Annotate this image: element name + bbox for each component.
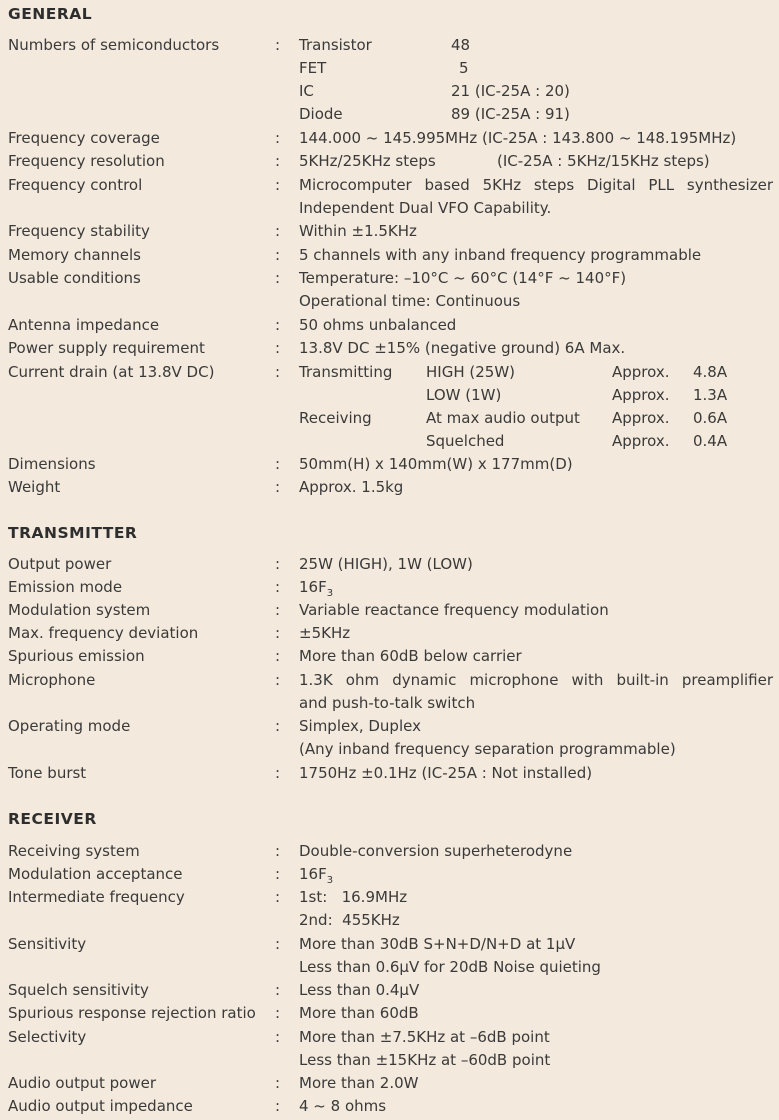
spec-label-audio-output-impedance: Audio output impedance bbox=[8, 1097, 193, 1115]
spec-label-receiving-system: Receiving system bbox=[8, 842, 140, 860]
spec-label-intermediate-frequency: Intermediate frequency bbox=[8, 888, 185, 906]
colon: : bbox=[275, 935, 281, 953]
emission-mode-subscript: 3 bbox=[326, 588, 334, 599]
spec-label-output-power: Output power bbox=[8, 555, 112, 573]
spec-label-frequency-resolution: Frequency resolution bbox=[8, 152, 165, 170]
spec-value-operating-mode-2: (Any inband frequency separation programmable) bbox=[299, 740, 676, 758]
colon: : bbox=[275, 1074, 281, 1092]
colon: : bbox=[275, 764, 281, 782]
spec-label-frequency-control: Frequency control bbox=[8, 176, 143, 194]
current-condition: HIGH (25W) bbox=[426, 363, 515, 381]
spec-value-frequency-control: Microcomputer based 5KHz steps Digital PLL synthesizer bbox=[299, 176, 773, 194]
spec-value-sensitivity: More than 30dB S+N+D/N+D at 1μV bbox=[299, 935, 576, 953]
spec-label-spurious-rejection: Spurious response rejection ratio bbox=[8, 1004, 256, 1022]
spec-value-modulation-acceptance bbox=[299, 865, 333, 886]
semi-count: 89 (IC-25A : 91) bbox=[451, 105, 570, 123]
spec-label-usable-conditions: Usable conditions bbox=[8, 269, 141, 287]
spec-value-audio-output-impedance: 4 ~ 8 ohms bbox=[299, 1097, 387, 1115]
current-approx: Approx. bbox=[612, 386, 670, 404]
spec-label-current-drain: Current drain (at 13.8V DC) bbox=[8, 363, 215, 381]
spec-label-dimensions: Dimensions bbox=[8, 455, 96, 473]
spec-label-modulation-system: Modulation system bbox=[8, 601, 151, 619]
spec-value-emission-mode bbox=[299, 578, 333, 599]
spec-label-modulation-acceptance: Modulation acceptance bbox=[8, 865, 183, 883]
colon: : bbox=[275, 1028, 281, 1046]
current-approx: Approx. bbox=[612, 409, 670, 427]
spec-value-microphone: 1.3K ohm dynamic microphone with built-in preamplifier bbox=[299, 671, 773, 689]
semi-name: Transistor bbox=[299, 36, 372, 54]
spec-value-frequency-resolution: 5KHz/25KHz steps bbox=[299, 152, 436, 170]
colon: : bbox=[275, 981, 281, 999]
spec-value-squelch-sensitivity: Less than 0.4μV bbox=[299, 981, 420, 999]
semi-count: 48 bbox=[451, 36, 471, 54]
spec-value-frequency-coverage: 144.000 ~ 145.995MHz (IC-25A : 143.800 ~ 148.195MHz) bbox=[299, 129, 737, 147]
spec-label-memory-channels: Memory channels bbox=[8, 246, 141, 264]
semi-count: 5 bbox=[459, 59, 469, 77]
spec-value-operating-mode: Simplex, Duplex bbox=[299, 717, 421, 735]
spec-label-sensitivity: Sensitivity bbox=[8, 935, 87, 953]
colon: : bbox=[275, 339, 281, 357]
spec-label-selectivity: Selectivity bbox=[8, 1028, 87, 1046]
spec-label-squelch-sensitivity: Squelch sensitivity bbox=[8, 981, 149, 999]
spec-label-frequency-stability: Frequency stability bbox=[8, 222, 150, 240]
colon: : bbox=[275, 222, 281, 240]
spec-value-frequency-stability: Within ±1.5KHz bbox=[299, 222, 417, 240]
spec-value-selectivity: More than ±7.5KHz at –6dB point bbox=[299, 1028, 550, 1046]
spec-value-receiving-system: Double-conversion superheterodyne bbox=[299, 842, 573, 860]
spec-value-if-1st: 1st: 16.9MHz bbox=[299, 888, 408, 906]
spec-label-tone-burst: Tone burst bbox=[8, 764, 87, 782]
current-approx: Approx. bbox=[612, 432, 670, 450]
colon: : bbox=[275, 865, 281, 883]
emission-mode-text: 16F bbox=[299, 578, 327, 596]
semi-name: Diode bbox=[299, 105, 343, 123]
spec-value-frequency-deviation: ±5KHz bbox=[299, 624, 351, 642]
current-condition: LOW (1W) bbox=[426, 386, 502, 404]
spec-value-output-power: 25W (HIGH), 1W (LOW) bbox=[299, 555, 473, 573]
spec-value-temperature: Temperature: –10°C ~ 60°C (14°F ~ 140°F) bbox=[299, 269, 627, 287]
spec-value-dimensions: 50mm(H) x 140mm(W) x 177mm(D) bbox=[299, 455, 573, 473]
colon: : bbox=[275, 316, 281, 334]
spec-value-frequency-resolution-alt: (IC-25A : 5KHz/15KHz steps) bbox=[497, 152, 710, 170]
spec-label-power-supply: Power supply requirement bbox=[8, 339, 205, 357]
spec-label-frequency-deviation: Max. frequency deviation bbox=[8, 624, 199, 642]
spec-value-sensitivity-2: Less than 0.6μV for 20dB Noise quieting bbox=[299, 958, 601, 976]
spec-label-emission-mode: Emission mode bbox=[8, 578, 123, 596]
spec-label-semiconductors: Numbers of semiconductors bbox=[8, 36, 220, 54]
colon: : bbox=[275, 478, 281, 496]
colon: : bbox=[275, 555, 281, 573]
spec-value-tone-burst: 1750Hz ±0.1Hz (IC-25A : Not installed) bbox=[299, 764, 593, 782]
colon: : bbox=[275, 1097, 281, 1115]
colon: : bbox=[275, 888, 281, 906]
modulation-acceptance-subscript: 3 bbox=[326, 875, 334, 886]
colon: : bbox=[275, 578, 281, 596]
spec-value-microphone-2: and push-to-talk switch bbox=[299, 694, 476, 712]
current-approx: Approx. bbox=[612, 363, 670, 381]
current-receiving-label: Receiving bbox=[299, 409, 372, 427]
semi-name: FET bbox=[299, 59, 327, 77]
semi-name: IC bbox=[299, 82, 314, 100]
spec-value-frequency-control-2: Independent Dual VFO Capability. bbox=[299, 199, 552, 217]
spec-label-spurious-emission: Spurious emission bbox=[8, 647, 145, 665]
colon: : bbox=[275, 842, 281, 860]
colon: : bbox=[275, 455, 281, 473]
spec-value-modulation-system: Variable reactance frequency modulation bbox=[299, 601, 609, 619]
colon: : bbox=[275, 624, 281, 642]
spec-value-audio-output-power: More than 2.0W bbox=[299, 1074, 419, 1092]
spec-value-antenna-impedance: 50 ohms unbalanced bbox=[299, 316, 457, 334]
colon: : bbox=[275, 36, 281, 54]
spec-label-antenna-impedance: Antenna impedance bbox=[8, 316, 160, 334]
spec-value-power-supply: 13.8V DC ±15% (negative ground) 6A Max. bbox=[299, 339, 626, 357]
colon: : bbox=[275, 152, 281, 170]
colon: : bbox=[275, 246, 281, 264]
section-heading-general: GENERAL bbox=[8, 5, 93, 23]
spec-label-audio-output-power: Audio output power bbox=[8, 1074, 157, 1092]
spec-value-spurious-rejection: More than 60dB bbox=[299, 1004, 419, 1022]
current-amps: 0.6A bbox=[693, 409, 728, 427]
colon: : bbox=[275, 129, 281, 147]
current-condition: At max audio output bbox=[426, 409, 580, 427]
colon: : bbox=[275, 269, 281, 287]
current-amps: 4.8A bbox=[693, 363, 728, 381]
spec-value-memory-channels: 5 channels with any inband frequency programmable bbox=[299, 246, 702, 264]
section-heading-transmitter: TRANSMITTER bbox=[8, 524, 138, 542]
current-transmitting-label: Transmitting bbox=[299, 363, 393, 381]
spec-label-operating-mode: Operating mode bbox=[8, 717, 131, 735]
colon: : bbox=[275, 671, 281, 689]
spec-value-if-2nd: 2nd: 455KHz bbox=[299, 911, 400, 929]
section-heading-receiver: RECEIVER bbox=[8, 810, 97, 828]
colon: : bbox=[275, 1004, 281, 1022]
colon: : bbox=[275, 176, 281, 194]
spec-label-frequency-coverage: Frequency coverage bbox=[8, 129, 160, 147]
spec-value-operational-time: Operational time: Continuous bbox=[299, 292, 521, 310]
spec-label-weight: Weight bbox=[8, 478, 61, 496]
colon: : bbox=[275, 717, 281, 735]
spec-value-selectivity-2: Less than ±15KHz at –60dB point bbox=[299, 1051, 551, 1069]
spec-value-spurious-emission: More than 60dB below carrier bbox=[299, 647, 522, 665]
current-amps: 0.4A bbox=[693, 432, 728, 450]
current-condition: Squelched bbox=[426, 432, 505, 450]
semi-count: 21 (IC-25A : 20) bbox=[451, 82, 570, 100]
spec-label-microphone: Microphone bbox=[8, 671, 96, 689]
colon: : bbox=[275, 601, 281, 619]
modulation-acceptance-text: 16F bbox=[299, 865, 327, 883]
colon: : bbox=[275, 363, 281, 381]
current-amps: 1.3A bbox=[693, 386, 728, 404]
spec-value-weight: Approx. 1.5kg bbox=[299, 478, 404, 496]
colon: : bbox=[275, 647, 281, 665]
